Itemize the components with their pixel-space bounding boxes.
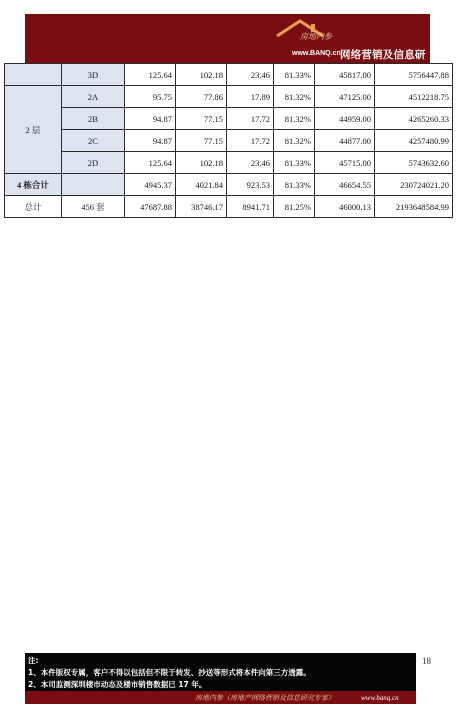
table-row [5, 86, 453, 108]
unit-price-cell: 45715.00 [315, 152, 375, 174]
subtotal-inner-area: 4021.84 [176, 174, 227, 196]
grand-total-shared-area: 8941.71 [227, 196, 274, 218]
monitoring-note: 2、本司监测深圳楼市动态及楼市销售数据已 17 年。 [28, 680, 207, 689]
area-cell: 125.64 [125, 152, 176, 174]
inner-area-cell: 77.15 [176, 108, 227, 130]
unit-cell: 2A [62, 86, 125, 108]
banner-slogan: 网络营销及信息研 [340, 49, 426, 61]
table-row [5, 108, 453, 130]
unit-price-cell: 44959.00 [315, 108, 375, 130]
inner-area-cell: 77.86 [176, 86, 227, 108]
grand-total-area: 47687.88 [125, 196, 176, 218]
unit-cell: 2C [62, 130, 125, 152]
table-row [5, 64, 453, 86]
total-price-cell: 5743632.60 [375, 152, 453, 174]
floor-cell: 2 层 [5, 86, 62, 174]
grand-total-ratio: 81.25% [274, 196, 315, 218]
subtotal-unit-price: 46654.55 [315, 174, 375, 196]
area-cell: 125.64 [125, 64, 176, 86]
table-row [5, 130, 453, 152]
unit-price-cell: 47125.00 [315, 86, 375, 108]
inner-area-cell: 102.18 [176, 64, 227, 86]
shared-area-cell: 23.46 [227, 64, 274, 86]
subtotal-area: 4945.37 [125, 174, 176, 196]
grand-total-label: 总计 [5, 196, 62, 218]
grand-total-unit-price: 46000.13 [315, 196, 375, 218]
area-cell: 94.87 [125, 108, 176, 130]
shared-area-cell: 17.72 [227, 130, 274, 152]
total-price-cell: 4512218.75 [375, 86, 453, 108]
banner-url-text: www.BANQ.cn [292, 50, 341, 57]
page-number: 18 [422, 656, 431, 666]
notes-title: 注: [28, 656, 39, 665]
table-row [5, 152, 453, 174]
subtotal-label: 4 栋合计 [5, 174, 62, 196]
inner-area-cell: 102.18 [176, 152, 227, 174]
shared-area-cell: 17.72 [227, 108, 274, 130]
subtotal-total-price: 230724021.20 [375, 174, 453, 196]
footer-brand-text: 房地内参（房地产网络营销及信息研究专家） [195, 694, 335, 702]
subtotal-blank-cell [62, 174, 125, 196]
total-price-cell: 5756447.88 [375, 64, 453, 86]
ratio-cell: 81.33% [274, 152, 315, 174]
grand-total-row [5, 196, 453, 218]
subtotal-ratio: 81.33% [274, 174, 315, 196]
header-banner [25, 14, 430, 63]
shared-area-cell: 17.89 [227, 86, 274, 108]
copyright-note: 1、本件版权专属，客户不得以包括但不限于转发、抄送等形式将本件向第三方透露。 [28, 668, 311, 677]
ratio-cell: 81.32% [274, 130, 315, 152]
subtotal-shared-area: 923.53 [227, 174, 274, 196]
area-cell: 95.75 [125, 86, 176, 108]
ratio-cell: 81.32% [274, 86, 315, 108]
grand-total-units: 456 套 [62, 196, 125, 218]
unit-price-cell: 44877.00 [315, 130, 375, 152]
unit-cell: 2B [62, 108, 125, 130]
inner-area-cell: 77.15 [176, 130, 227, 152]
sales-data-table [4, 63, 453, 218]
ratio-cell: 81.32% [274, 108, 315, 130]
total-price-cell: 4265260.33 [375, 108, 453, 130]
footer-notes [28, 655, 311, 691]
banner-brand-text: 房地内参 [300, 32, 332, 41]
grand-total-inner-area: 38746.17 [176, 196, 227, 218]
total-price-cell: 4257480.99 [375, 130, 453, 152]
unit-price-cell: 45817.00 [315, 64, 375, 86]
building-subtotal-row [5, 174, 453, 196]
unit-cell: 2D [62, 152, 125, 174]
grand-total-total-price: 2193648584.99 [375, 196, 453, 218]
unit-cell: 3D [62, 64, 125, 86]
ratio-cell: 81.33% [274, 64, 315, 86]
area-cell: 94.87 [125, 130, 176, 152]
shared-area-cell: 23.46 [227, 152, 274, 174]
footer-url-text: www.banq.cn [361, 694, 399, 702]
floor-cell [5, 64, 62, 86]
